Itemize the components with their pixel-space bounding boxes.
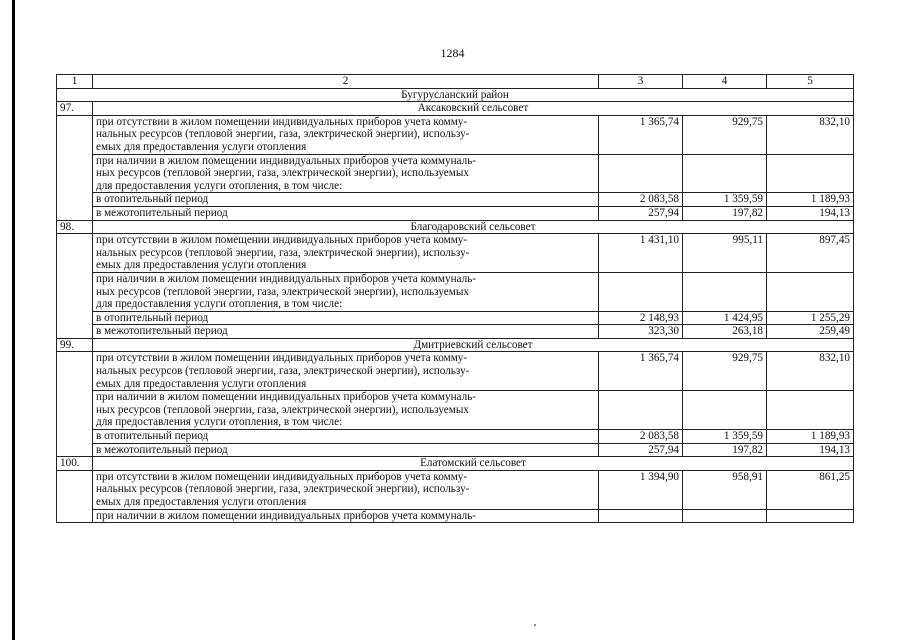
value-col-4	[683, 154, 767, 193]
number-cell-empty	[57, 234, 93, 339]
value-col-5	[767, 154, 854, 193]
description-line: для предоставления услуги отопления, в том числе:	[96, 179, 343, 192]
row-description: в отопительный период	[93, 311, 599, 325]
column-header-row	[57, 75, 854, 89]
row-description: в межотопительный период	[93, 325, 599, 339]
value-col-4	[683, 509, 767, 523]
value-col-4: 197,82	[683, 206, 767, 220]
description-line: при отсутствии в жилом помещении индивидуальных приборов учета комму-	[96, 115, 468, 128]
row-description	[93, 272, 599, 311]
description-line: для предоставления услуги отопления, в том числе:	[96, 298, 343, 311]
row-without-meters	[57, 234, 854, 273]
description-line: ных ресурсов (тепловой энергии, газа, электрической энергии), используемых	[96, 167, 469, 180]
description-line: емых для предоставления услуги отопления	[96, 259, 307, 272]
description-line: при отсутствии в жилом помещении индивидуальных приборов учета комму-	[96, 234, 468, 247]
row-non-heating-period	[57, 206, 854, 220]
value-col-4	[683, 272, 767, 311]
value-col-5: 194,13	[767, 443, 854, 457]
row-with-meters-partial	[57, 509, 854, 523]
description-line: емых для предоставления услуги отопления	[96, 140, 307, 153]
description-line: нальных ресурсов (тепловой энергии, газа, электрической энергии), использу-	[96, 128, 470, 141]
column-header-5: 5	[767, 75, 854, 89]
row-description	[93, 115, 599, 154]
section-name: Дмитриевский сельсовет	[93, 338, 854, 352]
number-cell-empty	[57, 115, 93, 220]
value-col-4	[683, 391, 767, 430]
description-line: при наличии в жилом помещении индивидуальных приборов учета коммуналь-	[96, 154, 477, 167]
number-cell-empty	[57, 470, 93, 522]
row-without-meters	[57, 352, 854, 391]
row-without-meters	[57, 115, 854, 154]
value-col-5: 1 189,93	[767, 193, 854, 207]
row-heating-period	[57, 311, 854, 325]
section-number: 100.	[57, 457, 93, 471]
value-col-3: 257,94	[599, 206, 683, 220]
value-col-3: 2 083,58	[599, 430, 683, 444]
value-col-3	[599, 272, 683, 311]
description-line: при наличии в жилом помещении индивидуальных приборов учета коммуналь-	[96, 391, 477, 404]
row-description	[93, 352, 599, 391]
section-name: Благодаровский сельсовет	[93, 220, 854, 234]
description-line: нальных ресурсов (тепловой энергии, газа, электрической энергии), использу-	[96, 365, 470, 378]
value-col-3: 257,94	[599, 443, 683, 457]
value-col-4: 1 424,95	[683, 311, 767, 325]
value-col-5	[767, 272, 854, 311]
section-title-row	[57, 457, 854, 471]
value-col-5: 259,49	[767, 325, 854, 339]
tariff-table	[56, 74, 854, 523]
section-number: 99.	[57, 338, 93, 352]
row-description: в отопительный период	[93, 430, 599, 444]
section-title-row	[57, 102, 854, 116]
description-line: ных ресурсов (тепловой энергии, газа, электрической энергии), используемых	[96, 403, 469, 416]
value-col-5	[767, 391, 854, 430]
value-col-4: 263,18	[683, 325, 767, 339]
description-line: при отсутствии в жилом помещении индивидуальных приборов учета комму-	[96, 470, 468, 483]
row-without-meters	[57, 470, 854, 509]
value-col-3: 323,30	[599, 325, 683, 339]
description-line: емых для предоставления услуги отопления	[96, 377, 307, 390]
section-name: Аксаковский сельсовет	[93, 102, 854, 116]
table-body	[57, 75, 854, 523]
value-col-3: 1 394,90	[599, 470, 683, 509]
row-heating-period	[57, 193, 854, 207]
value-col-3	[599, 391, 683, 430]
page-number: 1284	[440, 46, 465, 60]
section-name: Елатомский сельсовет	[93, 457, 854, 471]
value-col-4: 995,11	[683, 234, 767, 273]
description-line: нальных ресурсов (тепловой энергии, газа, электрической энергии), использу-	[96, 483, 470, 496]
value-col-4: 1 359,59	[683, 430, 767, 444]
section-number: 98.	[57, 220, 93, 234]
value-col-3	[599, 509, 683, 523]
value-col-5: 1 255,29	[767, 311, 854, 325]
row-with-meters	[57, 391, 854, 430]
description-line: емых для предоставления услуги отопления	[96, 496, 307, 508]
description-line: при отсутствии в жилом помещении индивидуальных приборов учета комму-	[96, 352, 468, 365]
row-with-meters	[57, 154, 854, 193]
row-description: в межотопительный период	[93, 206, 599, 220]
column-header-2: 2	[93, 75, 599, 89]
column-header-3: 3	[599, 75, 683, 89]
value-col-5: 897,45	[767, 234, 854, 273]
value-col-3: 1 431,10	[599, 234, 683, 273]
value-col-3	[599, 154, 683, 193]
value-col-4: 929,75	[683, 115, 767, 154]
value-col-5: 832,10	[767, 352, 854, 391]
value-col-4: 197,82	[683, 443, 767, 457]
value-col-4: 1 359,59	[683, 193, 767, 207]
description-line: для предоставления услуги отопления, в том числе:	[96, 416, 343, 429]
row-description	[93, 234, 599, 273]
description-line: при наличии в жилом помещении индивидуальных приборов учета коммуналь-	[96, 272, 477, 285]
value-col-5: 1 189,93	[767, 430, 854, 444]
number-cell-empty	[57, 352, 93, 457]
column-header-1: 1	[57, 75, 93, 89]
value-col-5: 194,13	[767, 206, 854, 220]
row-non-heating-period	[57, 325, 854, 339]
value-col-3: 1 365,74	[599, 115, 683, 154]
row-description: при наличии в жилом помещении индивидуальных приборов учета коммуналь-	[93, 509, 599, 523]
column-header-4: 4	[683, 75, 767, 89]
section-number: 97.	[57, 102, 93, 116]
value-col-5: 861,25	[767, 470, 854, 509]
value-col-4: 929,75	[683, 352, 767, 391]
row-heating-period	[57, 430, 854, 444]
section-title-row	[57, 220, 854, 234]
row-description	[93, 391, 599, 430]
district-row	[57, 88, 854, 102]
row-description: в межотопительный период	[93, 443, 599, 457]
value-col-5	[767, 509, 854, 523]
district-name: Бугурусланский район	[57, 88, 854, 102]
description-line: ных ресурсов (тепловой энергии, газа, электрической энергии), используемых	[96, 285, 469, 298]
row-description: в отопительный период	[93, 193, 599, 207]
description-line: нальных ресурсов (тепловой энергии, газа, электрической энергии), использу-	[96, 246, 470, 259]
value-col-5: 832,10	[767, 115, 854, 154]
row-description	[93, 470, 599, 509]
scan-speck	[534, 624, 536, 626]
value-col-3: 2 083,58	[599, 193, 683, 207]
value-col-3: 2 148,93	[599, 311, 683, 325]
row-description	[93, 154, 599, 193]
section-title-row	[57, 338, 854, 352]
row-non-heating-period	[57, 443, 854, 457]
value-col-4: 958,91	[683, 470, 767, 509]
row-with-meters	[57, 272, 854, 311]
value-col-3: 1 365,74	[599, 352, 683, 391]
page-edge-bar	[12, 0, 15, 640]
